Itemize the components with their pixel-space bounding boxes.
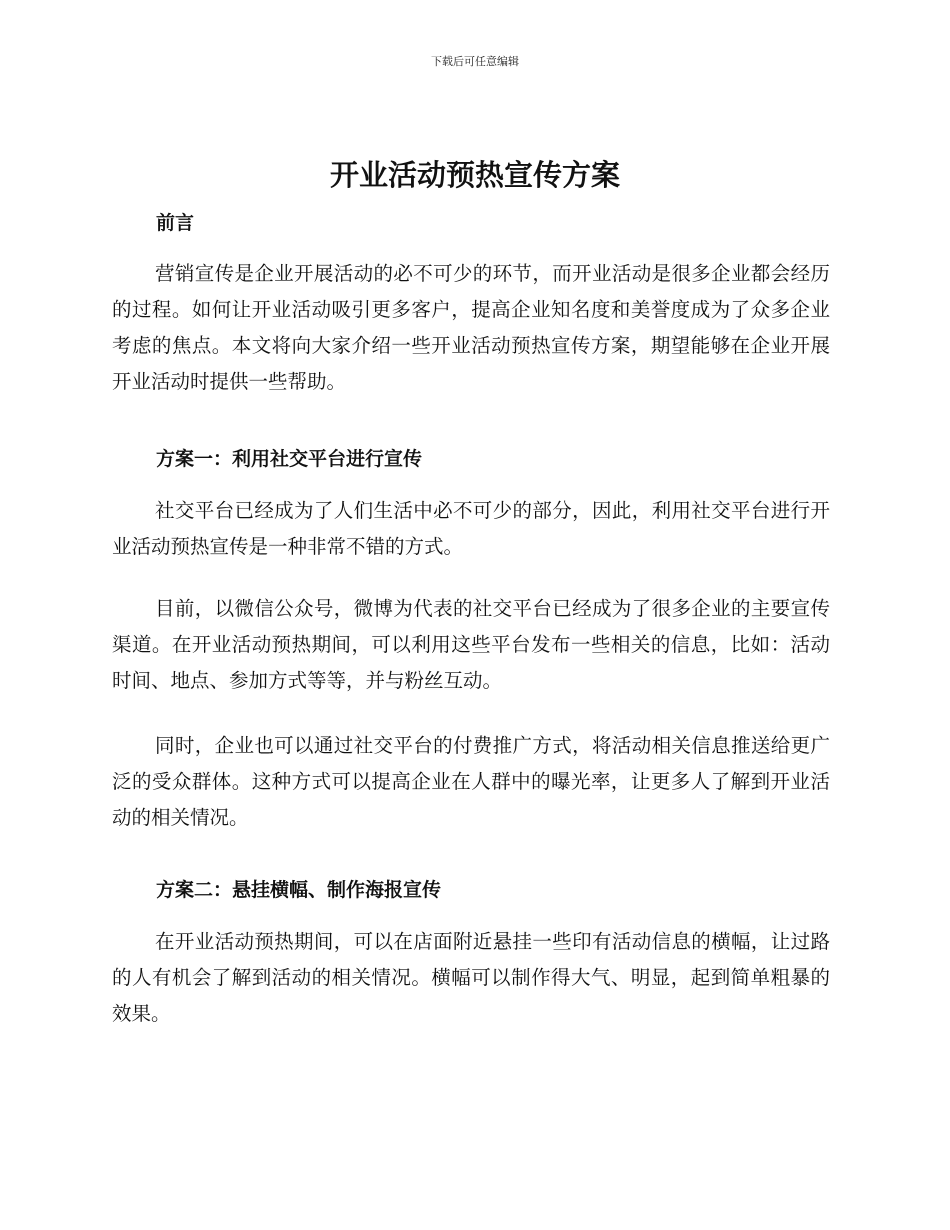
paragraph: 在开业活动预热期间，可以在店面附近悬挂一些印有活动信息的横幅，让过路的人有机会了解到活动的相关情况。横幅可以制作得大气、明显，起到简单粗暴的效果。 (112, 930, 830, 1025)
paragraph: 社交平台已经成为了人们生活中必不可少的部分，因此，利用社交平台进行开业活动预热宣传是一种非常不错的方式。 (112, 499, 830, 558)
paragraph: 同时，企业也可以通过社交平台的付费推广方式，将活动相关信息推送给更广泛的受众群体。这种方式可以提高企业在人群中的曝光率，让更多人了解到开业活动的相关情况。 (112, 734, 830, 829)
paragraph: 营销宣传是企业开展活动的必不可少的环节，而开业活动是很多企业都会经历的过程。如何让开业活动吸引更多客户，提高企业知名度和美誉度成为了众多企业考虑的焦点。本文将向大家介绍一些开业活动预热宣传方案，期望能够在企业开展开业活动时提供一些帮助。 (112, 262, 830, 393)
paragraph: 目前，以微信公众号，微博为代表的社交平台已经成为了很多企业的主要宣传渠道。在开业活动预热期间，可以利用这些平台发布一些相关的信息，比如：活动时间、地点、参加方式等等，并与粉丝互动。 (112, 597, 830, 692)
section-heading-plan1: 方案一：利用社交平台进行宣传 (156, 448, 423, 470)
document-title: 开业活动预热宣传方案 (329, 158, 620, 192)
section-heading-preface: 前言 (156, 212, 195, 234)
section-heading-plan2: 方案二：悬挂横幅、制作海报宣传 (156, 879, 442, 901)
page-header: 下载后可任意编辑 (431, 55, 519, 68)
